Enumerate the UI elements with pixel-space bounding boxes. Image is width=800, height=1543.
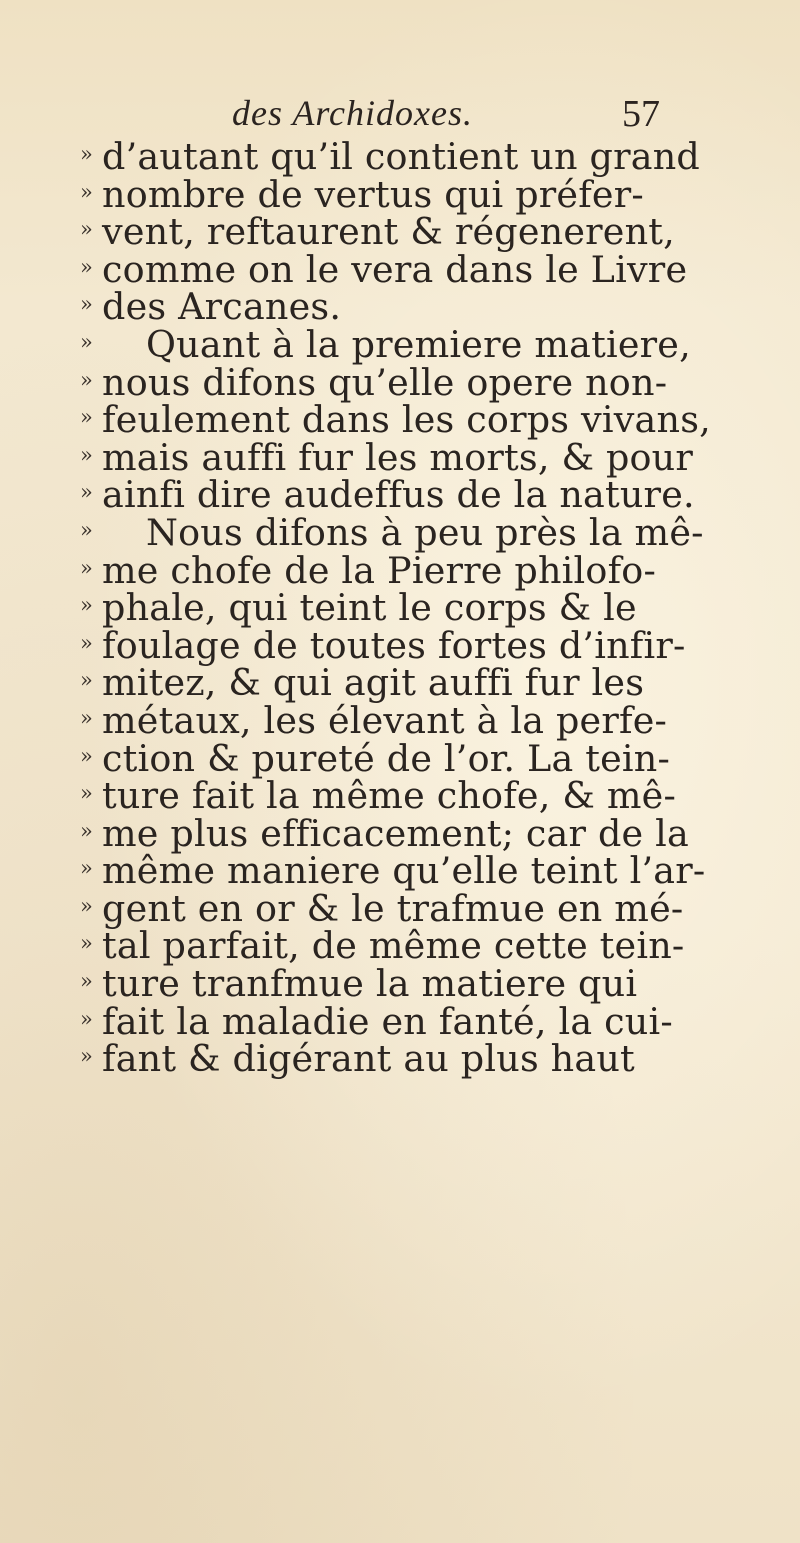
text-line — [80, 135, 720, 178]
line-text: métaux, les élevant à la perfe- — [102, 698, 668, 742]
quote-mark: » — [80, 969, 93, 994]
line-text: ture tranfmue la matiere qui — [102, 962, 638, 1006]
quote-mark: » — [80, 442, 93, 467]
text-line — [80, 1037, 720, 1081]
line-text: ainfi dire audeffus de la nature. — [102, 473, 695, 517]
quote-mark: » — [80, 517, 93, 542]
line-text: nombre de vertus qui préfer- — [102, 172, 644, 216]
quote-mark: » — [80, 142, 93, 166]
quote-mark: » — [80, 931, 93, 956]
quote-mark: » — [80, 1006, 93, 1031]
line-text: foulage de toutes fortes d’infir- — [102, 623, 686, 667]
running-head — [0, 92, 800, 136]
line-text: tal parfait, de même cette tein- — [102, 924, 685, 968]
text-line — [80, 661, 720, 705]
quote-mark: » — [80, 781, 93, 806]
text-line — [80, 623, 720, 667]
text-line — [80, 586, 720, 630]
text-line — [80, 736, 720, 780]
quote-mark: » — [80, 254, 93, 279]
running-title: des Archidoxes. — [232, 93, 473, 133]
line-text: Quant à la premiere matiere, — [146, 322, 691, 366]
text-line — [80, 999, 720, 1043]
paragraph-start-line — [80, 510, 720, 554]
line-text: gent en or & le trafmue en mé- — [102, 886, 684, 930]
quote-mark: » — [80, 668, 93, 693]
line-text: des Arcanes. — [102, 285, 342, 329]
text-line — [80, 924, 720, 968]
line-text: nous difons qu’elle opere non- — [102, 360, 668, 404]
quote-mark: » — [80, 329, 93, 354]
quote-mark: » — [80, 593, 93, 618]
quote-mark: » — [80, 555, 93, 580]
quote-mark: » — [80, 818, 93, 843]
line-text: phale, qui teint le corps & le — [102, 586, 637, 630]
text-line — [80, 473, 720, 517]
line-text: Nous difons à peu près la mê- — [146, 510, 704, 554]
page-number: 57 — [622, 93, 660, 135]
text-line — [80, 285, 720, 329]
text-line — [80, 774, 720, 818]
text-line — [80, 886, 720, 930]
text-line — [80, 247, 720, 291]
line-text: me plus efficacement; car de la — [102, 811, 689, 855]
quote-mark: » — [80, 705, 93, 730]
text-line — [80, 398, 720, 442]
quote-mark: » — [80, 630, 93, 655]
text-line — [80, 811, 720, 855]
text-line — [80, 360, 720, 404]
line-text: mais auffi fur les morts, & pour — [102, 435, 694, 479]
line-text: mitez, & qui agit auffi fur les — [102, 661, 645, 705]
quote-mark: » — [80, 179, 93, 204]
line-text: ction & pureté de l’or. La tein- — [102, 736, 670, 780]
line-text: fait la maladie en fanté, la cui- — [102, 999, 673, 1043]
text-line — [80, 962, 720, 1006]
text-line — [80, 849, 720, 893]
text-line — [80, 548, 720, 592]
line-text: comme on le vera dans le Livre — [102, 247, 688, 291]
quote-mark: » — [80, 367, 93, 392]
quote-mark: » — [80, 292, 93, 317]
quote-mark: » — [80, 217, 93, 242]
quote-mark: » — [80, 405, 93, 430]
line-text: feulement dans les corps vivans, — [102, 398, 711, 442]
text-line — [80, 435, 720, 479]
line-text: ture fait la même chofe, & mê- — [102, 774, 676, 818]
quote-mark: » — [80, 893, 93, 918]
quote-mark: » — [80, 1044, 93, 1069]
quote-mark: » — [80, 743, 93, 768]
line-text: d’autant qu’il contient un grand — [102, 135, 700, 178]
body-text — [80, 135, 720, 1081]
line-text: fant & digérant au plus haut — [102, 1037, 635, 1081]
text-line — [80, 698, 720, 742]
line-text: vent, reftaurent & régenerent, — [102, 210, 675, 254]
quote-mark: » — [80, 856, 93, 881]
quote-mark: » — [80, 480, 93, 505]
text-line — [80, 210, 720, 254]
paragraph-start-line — [80, 322, 720, 366]
text-line — [80, 172, 720, 216]
line-text: même maniere qu’elle teint l’ar- — [102, 849, 706, 893]
line-text: me chofe de la Pierre philofo- — [102, 548, 656, 592]
